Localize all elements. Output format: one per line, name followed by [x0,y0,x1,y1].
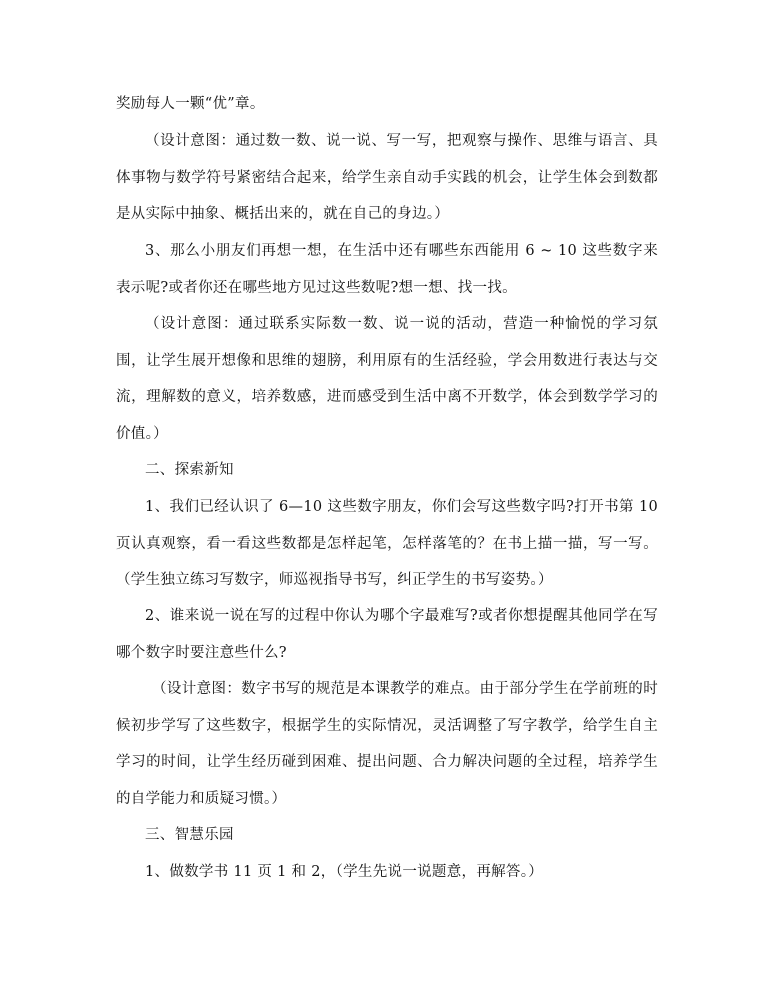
paragraph-design-intent-1: （设计意图：通过数一数、说一说、写一写，把观察与操作、思维与语言、具体事物与数学符号紧密结合起来，给学生亲自动手实践的机会，让学生体会到数都是从实际中抽象、概括出来的，就在自己的身边。） [116,133,658,222]
paragraph-reward: 奖励每人一颗“优”章。 [116,96,265,112]
paragraph-explore-1: 1、我们已经认识了 6—10 这些数字朋友，你们会写这些数字吗?打开书第 10 页认真观察，看一看这些数都是怎样起笔，怎样落笔的？在书上描一描，写一写。（学生独立练习写数字，师巡视指导书写，纠正学生的书写姿势。） [116,499,658,588]
paragraph-design-intent-2: （设计意图：通过联系实际数一数、说一说的活动，营造一种愉悦的学习氛围，让学生展开想像和思维的翅膀，利用原有的生活经验，学会用数进行表达与交流，理解数的意义，培养数感，进而感受到生活中离不开数学，体会到数学学习的价值。） [116,316,658,442]
paragraph-explore-2: 2、谁来说一说在写的过程中你认为哪个字最难写?或者你想提醒其他同学在写哪个数字时要注意些什么? [116,608,658,661]
paragraph-design-intent-3: （设计意图：数字书写的规范是本课教学的难点。由于部分学生在学前班的时候初步学写了这些数字，根据学生的实际情况，灵活调整了写字教学，给学生自主学习的时间，让学生经历碰到困难、提出问题、合力解决问题的全过程，培养学生的自学能力和质疑习惯。） [116,681,658,807]
paragraph-step-3: 3、那么小朋友们再想一想，在生活中还有哪些东西能用 6 ~ 10 这些数字来表示呢?或者你还在哪些地方见过这些数呢?想一想、找一找。 [116,243,658,296]
section-heading-wisdom-park: 三、智慧乐园 [145,827,234,843]
section-heading-explore: 二、探索新知 [145,462,234,478]
paragraph-wisdom-1: 1、做数学书 11 页 1 和 2，（学生先说一说题意，再解答。） [145,864,544,880]
